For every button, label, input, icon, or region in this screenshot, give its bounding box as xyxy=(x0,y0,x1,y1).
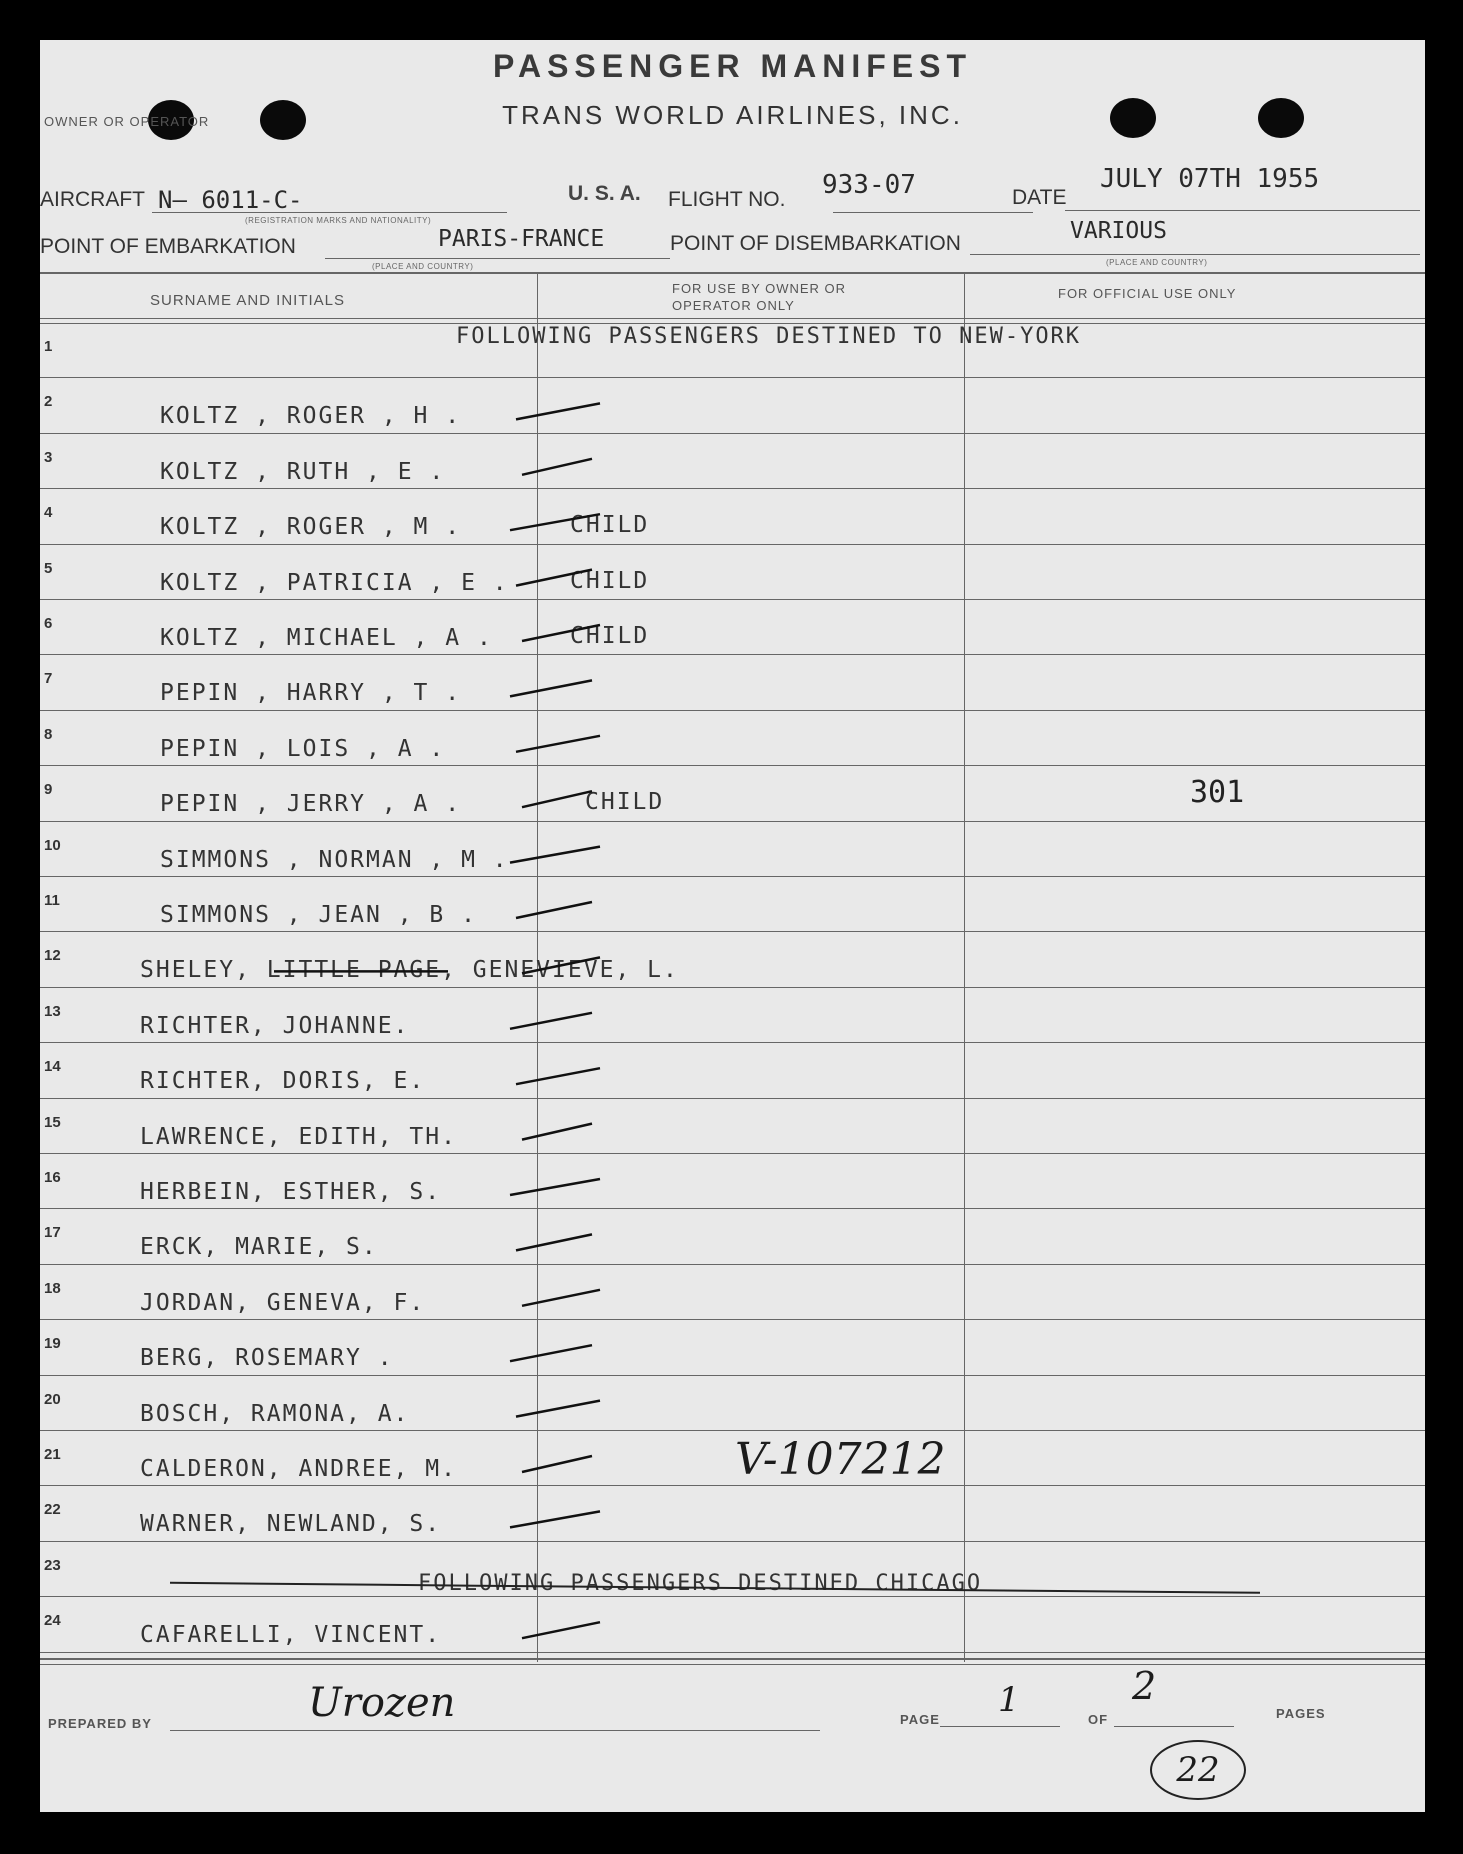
passenger-name: BERG, ROSEMARY . xyxy=(140,1345,394,1372)
passenger-name: PEPIN , JERRY , A . xyxy=(160,791,462,818)
flight-no-label: FLIGHT NO. xyxy=(668,188,786,211)
check-tick xyxy=(522,1290,600,1306)
circled-count: 22 xyxy=(1150,1740,1246,1800)
passenger-name: JORDAN, GENEVA, F. xyxy=(140,1289,426,1316)
total-pages: 2 xyxy=(1132,1664,1157,1708)
row-number: 13 xyxy=(44,1002,61,1020)
check-tick xyxy=(516,902,592,918)
check-tick xyxy=(516,736,600,752)
passenger-name: KOLTZ , PATRICIA , E . xyxy=(160,569,509,596)
check-tick xyxy=(522,957,600,973)
row-number: 16 xyxy=(44,1169,61,1186)
passenger-name: SIMMONS , JEAN , B . xyxy=(160,902,477,928)
pages-label: PAGES xyxy=(1276,1706,1326,1721)
check-tick xyxy=(510,847,600,863)
owner-note: CHILD xyxy=(570,567,650,594)
row-number: 14 xyxy=(44,1058,61,1076)
date-value: JULY 07TH 1955 xyxy=(1100,164,1320,194)
passenger-name: ERCK, MARIE, S. xyxy=(140,1234,378,1261)
page-number: 1 xyxy=(998,1680,1020,1720)
check-tick xyxy=(522,1456,592,1472)
airline-name: TRANS WORLD AIRLINES, INC. xyxy=(502,100,963,130)
row-number: 19 xyxy=(44,1335,61,1353)
page-label: PAGE xyxy=(900,1712,940,1727)
embarkation-caption: (PLACE AND COUNTRY) xyxy=(372,262,474,271)
prepared-by-label: PREPARED BY xyxy=(48,1716,152,1731)
owner-note: CHILD xyxy=(570,512,650,539)
destination-heading: FOLLOWING PASSENGERS DESTINED TO NEW-YORK xyxy=(456,324,1082,349)
passenger-name: RICHTER, DORIS, E. xyxy=(140,1068,426,1095)
row-number: 20 xyxy=(44,1390,61,1408)
embarkation-label: POINT OF EMBARKATION xyxy=(40,235,296,258)
row-number: 9 xyxy=(44,781,53,799)
passenger-name: KOLTZ , ROGER , M . xyxy=(160,514,462,541)
row-number: 5 xyxy=(44,559,53,577)
check-tick xyxy=(510,680,592,696)
owner-note: CHILD xyxy=(570,623,650,649)
passenger-name: SIMMONS , NORMAN , M . xyxy=(160,846,509,873)
passenger-name: KOLTZ , RUTH , E . xyxy=(160,458,446,485)
passenger-name: SHELEY, LITTLE PAGE, GENEVIEVE, L. xyxy=(140,957,679,984)
aircraft-value: N— 6011-C- xyxy=(158,186,303,214)
row-number: 15 xyxy=(44,1113,61,1131)
passenger-name: RICHTER, JOHANNE. xyxy=(140,1012,410,1039)
check-tick xyxy=(516,1401,600,1417)
row-number: 7 xyxy=(44,670,53,688)
check-tick xyxy=(522,459,592,475)
row-number: 22 xyxy=(44,1501,61,1519)
passenger-name: WARNER, NEWLAND, S. xyxy=(140,1511,442,1538)
passenger-name: LAWRENCE, EDITH, TH. xyxy=(140,1123,457,1150)
row-number: 11 xyxy=(44,892,60,909)
disembarkation-caption: (PLACE AND COUNTRY) xyxy=(1106,258,1208,267)
passenger-name: HERBEIN, ESTHER, S. xyxy=(140,1179,442,1205)
check-tick xyxy=(510,1345,592,1361)
col-surname-header: SURNAME AND INITIALS xyxy=(150,292,346,309)
col-owner-header: FOR USE BY OWNER OR OPERATOR ONLY xyxy=(672,281,847,313)
aircraft-label: AIRCRAFT xyxy=(40,188,145,211)
owner-operator-label: OWNER OR OPERATOR xyxy=(44,114,210,129)
hand-marks-overlay xyxy=(40,40,1425,1812)
check-tick xyxy=(522,791,592,807)
disembarkation-value: VARIOUS xyxy=(1070,218,1167,244)
row-number: 10 xyxy=(44,836,61,854)
of-label: OF xyxy=(1088,1712,1109,1727)
owner-note: CHILD xyxy=(585,789,665,816)
row-number: 1 xyxy=(44,338,53,355)
check-tick xyxy=(510,1179,600,1195)
row-number: 24 xyxy=(44,1612,61,1630)
embarkation-value: PARIS-FRANCE xyxy=(438,226,605,252)
disembarkation-label: POINT OF DISEMBARKATION xyxy=(670,232,961,255)
check-tick xyxy=(510,1511,600,1527)
check-tick xyxy=(510,514,600,530)
passenger-name: PEPIN , HARRY , T . xyxy=(160,680,462,707)
flight-no-value: 933-07 xyxy=(822,170,916,200)
col-official-header: FOR OFFICIAL USE ONLY xyxy=(1058,286,1237,301)
check-tick xyxy=(522,1622,600,1638)
check-tick xyxy=(516,1068,600,1084)
row-number: 17 xyxy=(44,1224,61,1242)
check-tick xyxy=(522,1124,592,1140)
row-number: 8 xyxy=(44,725,53,743)
row-number: 12 xyxy=(44,947,61,965)
passenger-name: KOLTZ , ROGER , H . xyxy=(160,403,462,430)
form-title: PASSENGER MANIFEST xyxy=(493,48,972,84)
passenger-name: CAFARELLI, VINCENT. xyxy=(140,1622,442,1649)
row-number: 4 xyxy=(44,504,53,522)
check-tick xyxy=(516,403,600,419)
nationality-value: U. S. A. xyxy=(568,182,641,205)
handwritten-code: V-107212 xyxy=(735,1434,946,1485)
row-number: 3 xyxy=(44,448,53,466)
check-tick xyxy=(516,1234,592,1250)
row-number: 18 xyxy=(44,1279,61,1297)
row-number: 21 xyxy=(44,1446,61,1463)
official-code: 301 xyxy=(1190,775,1245,811)
passenger-name: KOLTZ , MICHAEL , A . xyxy=(160,625,493,651)
passenger-name: PEPIN , LOIS , A . xyxy=(160,735,446,762)
row-number: 2 xyxy=(44,393,53,411)
date-label: DATE xyxy=(1012,186,1067,209)
registration-caption: (REGISTRATION MARKS AND NATIONALITY) xyxy=(245,216,432,225)
check-tick xyxy=(510,1013,592,1029)
destination-heading: FOLLOWING PASSENGERS DESTINED CHICAGO xyxy=(418,1570,983,1596)
row-number: 6 xyxy=(44,615,53,632)
check-tick xyxy=(522,625,600,641)
manifest-sheet xyxy=(40,40,1425,1812)
passenger-name: BOSCH, RAMONA, A. xyxy=(140,1400,410,1427)
prepared-by-signature: Urozen xyxy=(308,1680,456,1726)
check-tick xyxy=(516,570,592,586)
passenger-name: CALDERON, ANDREE, M. xyxy=(140,1456,457,1482)
strike-line xyxy=(170,1583,1260,1593)
row-number: 23 xyxy=(44,1556,61,1574)
